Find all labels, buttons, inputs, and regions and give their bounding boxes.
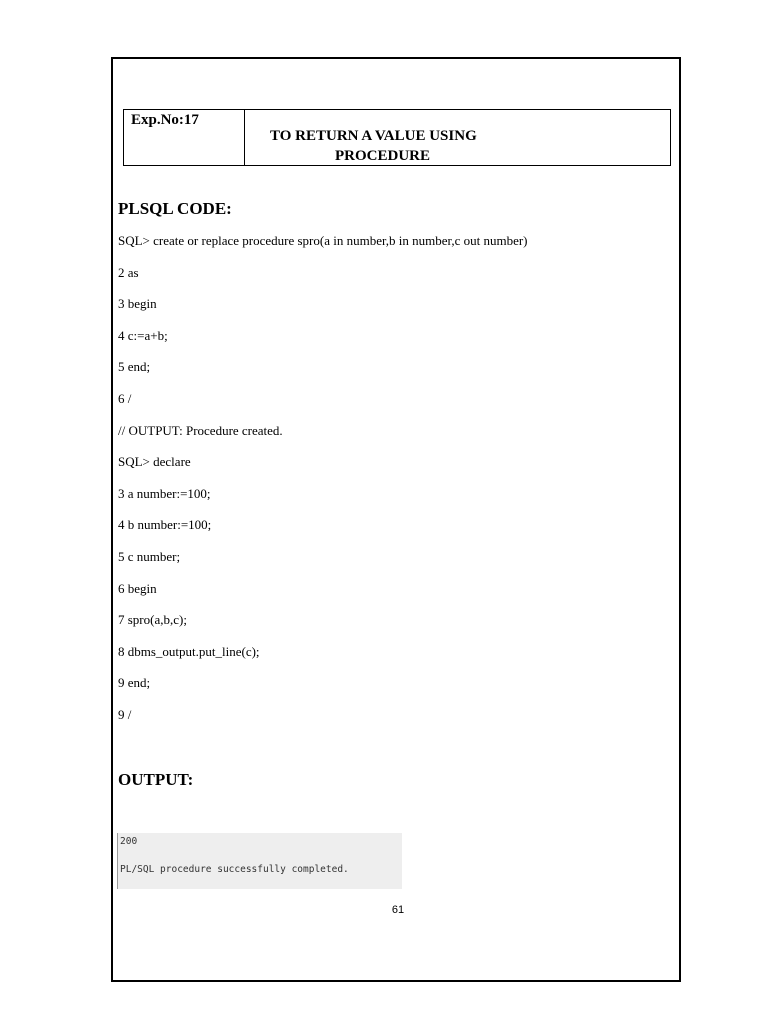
experiment-title-line-2: PROCEDURE	[335, 148, 431, 164]
experiment-number: Exp.No:17	[124, 110, 245, 165]
code-line: // OUTPUT: Procedure created.	[118, 422, 283, 438]
console-output-message: PL/SQL procedure successfully completed.	[120, 864, 349, 875]
console-output-screenshot	[117, 833, 402, 889]
code-listing	[118, 231, 528, 737]
code-line: 4 c:=a+b;	[118, 327, 168, 343]
page-number: 61	[391, 904, 405, 916]
code-section-heading: PLSQL CODE:	[118, 199, 232, 218]
code-line: 6 /	[118, 390, 132, 406]
code-line: 9 /	[118, 706, 132, 722]
code-line: 3 begin	[118, 296, 157, 312]
experiment-header-table	[123, 109, 671, 166]
code-line: 7 spro(a,b,c);	[118, 612, 187, 628]
experiment-title-line-1: TO RETURN A VALUE USING	[270, 128, 477, 144]
output-section-heading: OUTPUT:	[118, 770, 194, 789]
experiment-title	[245, 110, 670, 165]
code-line: 8 dbms_output.put_line(c);	[118, 643, 260, 659]
code-line: 4 b number:=100;	[118, 517, 212, 533]
code-line: 9 end;	[118, 675, 151, 691]
console-output-value: 200	[120, 836, 138, 847]
code-line: 2 as	[118, 264, 139, 280]
code-line: 5 end;	[118, 359, 151, 375]
code-line: 6 begin	[118, 580, 157, 596]
code-line: 5 c number;	[118, 548, 181, 564]
code-line: SQL> create or replace procedure spro(a in number,b in number,c out number)	[118, 233, 528, 248]
code-line: SQL> declare	[118, 454, 191, 470]
code-line: 3 a number:=100;	[118, 485, 211, 501]
